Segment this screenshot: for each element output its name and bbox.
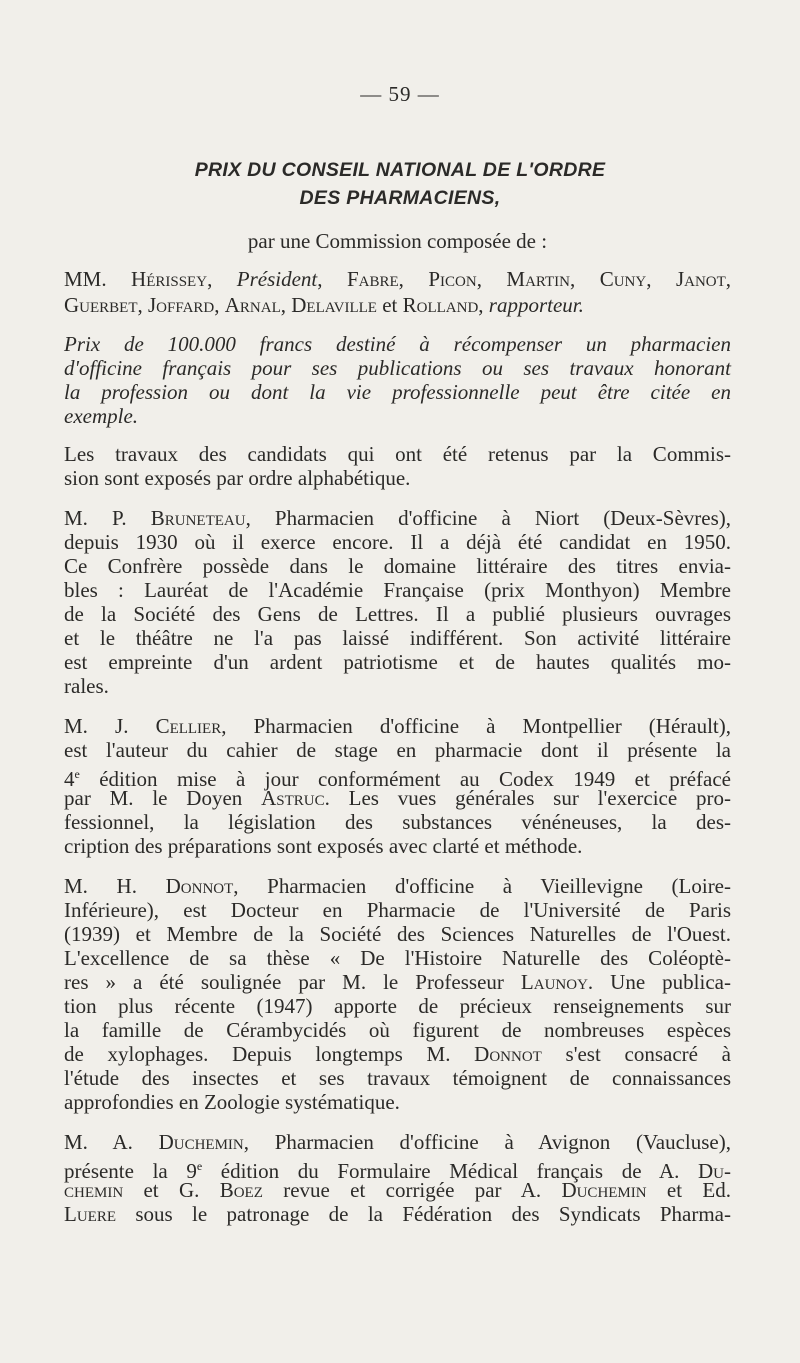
donnot-line-2: Inférieure), est Docteur en Pharmacie de l'Université de Paris — [64, 898, 731, 922]
cellier-line-6: cription des préparations sont exposés avec clarté et méthode. — [64, 834, 583, 858]
duchemin-line-2: présente la 9e édition du Formulaire Médical français de A. Du- — [64, 1159, 731, 1183]
donnot-line-5: res » a été soulignée par M. le Professeur Launoy. Une publica- — [64, 970, 731, 994]
bruneteau-line-4: bles : Lauréat de l'Académie Française (prix Monthyon) Membre — [64, 578, 731, 602]
cellier-line-2: est l'auteur du cahier de stage en pharmacie dont il présente la — [64, 738, 731, 762]
intro-line-2: sion sont exposés par ordre alphabétique. — [64, 466, 411, 490]
prize-line-1: Prix de 100.000 francs destiné à récompenser un pharmacien — [64, 332, 731, 356]
donnot-line-4: L'excellence de sa thèse « De l'Histoire Naturelle des Coléoptè- — [64, 946, 731, 970]
bruneteau-line-1: M. P. Bruneteau, Pharmacien d'officine à Niort (Deux-Sèvres), — [64, 506, 731, 530]
duchemin-line-3: chemin et G. Boez revue et corrigée par A. Duchemin et Ed. — [64, 1178, 731, 1202]
members-line-1: MM. Hérissey, Président, Fabre, Picon, Martin, Cuny, Janot, — [64, 267, 732, 291]
bruneteau-line-2: depuis 1930 où il exerce encore. Il a déjà été candidat en 1950. — [64, 530, 731, 554]
prize-line-3: la profession ou dont la vie professionnelle peut être citée en — [64, 380, 731, 404]
cellier-line-3: 4e édition mise à jour conformément au Codex 1949 et préfacé — [64, 767, 731, 791]
donnot-line-10: approfondies en Zoologie systématique. — [64, 1090, 400, 1114]
donnot-line-9: l'étude des insectes et ses travaux témoignent de connaissances — [64, 1066, 731, 1090]
bruneteau-line-8: rales. — [64, 674, 109, 698]
prize-line-4: exemple. — [64, 404, 139, 428]
bruneteau-line-7: est empreinte d'un ardent patriotisme et de hautes qualités mo- — [64, 650, 731, 674]
prize-line-2: d'officine français pour ses publications ou ses travaux honorant — [64, 356, 731, 380]
cellier-line-5: fessionnel, la législation des substances vénéneuses, la des- — [64, 810, 731, 834]
donnot-line-7: la famille de Cérambycidés où figurent de nombreuses espèces — [64, 1018, 731, 1042]
donnot-line-6: tion plus récente (1947) apporte de précieux renseignements sur — [64, 994, 731, 1018]
donnot-line-3: (1939) et Membre de la Société des Sciences Naturelles de l'Ouest. — [64, 922, 731, 946]
commission-line: par une Commission composée de : — [247, 229, 548, 253]
duchemin-line-4: Luere sous le patronage de la Fédération des Syndicats Pharma- — [64, 1202, 731, 1226]
bruneteau-line-3: Ce Confrère possède dans le domaine littéraire des titres envia- — [64, 554, 731, 578]
donnot-line-8: de xylophages. Depuis longtemps M. Donnot s'est consacré à — [64, 1042, 731, 1066]
intro-line-1: Les travaux des candidats qui ont été retenus par la Commis- — [64, 442, 731, 466]
donnot-line-1: M. H. Donnot, Pharmacien d'officine à Vieillevigne (Loire- — [64, 874, 731, 898]
bruneteau-line-5: de la Société des Gens de Lettres. Il a publié plusieurs ouvrages — [64, 602, 731, 626]
section-title-line-2: DES PHARMACIENS, — [299, 187, 501, 209]
cellier-line-4: par M. le Doyen Astruc. Les vues générales sur l'exercice pro- — [64, 786, 731, 810]
members-line-2: Guerbet, Joffard, Arnal, Delaville et Rolland, rapporteur. — [64, 293, 584, 317]
bruneteau-line-6: et le théâtre ne l'a pas laissé indifférent. Son activité littéraire — [64, 626, 731, 650]
duchemin-line-1: M. A. Duchemin, Pharmacien d'officine à Avignon (Vaucluse), — [64, 1130, 731, 1154]
section-title-line-1: PRIX DU CONSEIL NATIONAL DE L'ORDRE — [194, 159, 606, 181]
page-number: — 59 — — [360, 82, 440, 106]
cellier-line-1: M. J. Cellier, Pharmacien d'officine à Montpellier (Hérault), — [64, 714, 731, 738]
